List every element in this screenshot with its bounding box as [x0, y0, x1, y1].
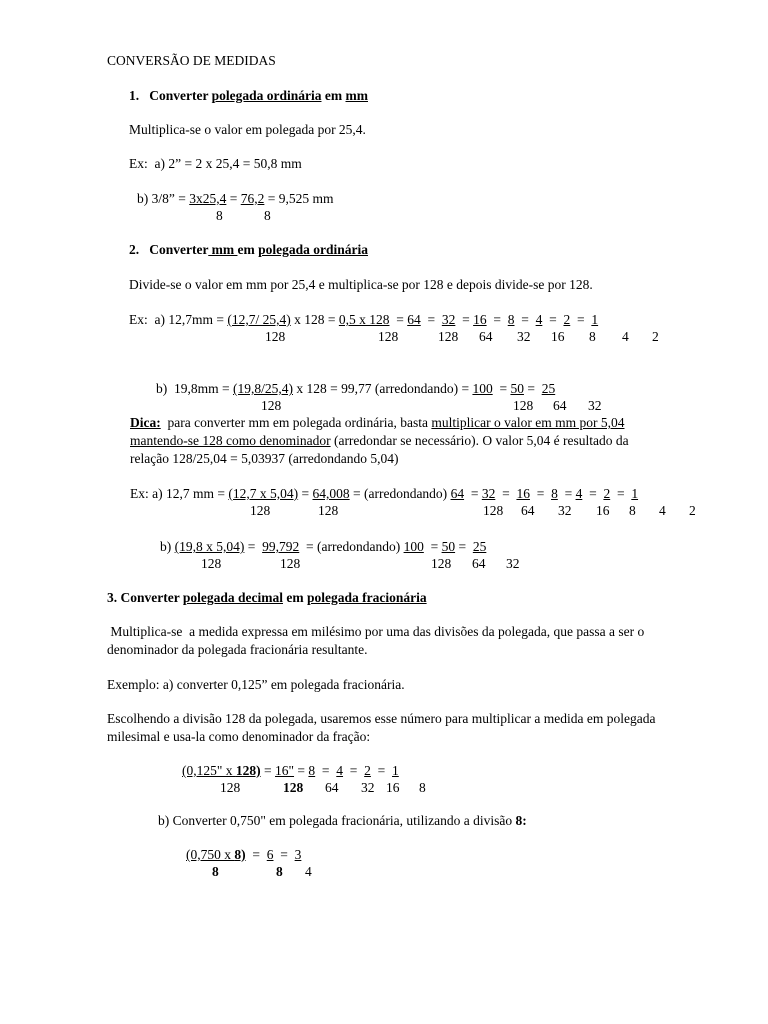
denominator: 8	[216, 208, 223, 223]
denominator: 128	[261, 398, 282, 413]
denominator: 32	[506, 556, 520, 571]
section-2-paragraph: Divide-se o valor em mm por 25,4 e multiplica-se por 128 e depois divide-se por 128.	[129, 277, 593, 292]
numerator: 32	[441, 312, 456, 327]
numerator: (12,7/ 25,4)	[227, 312, 291, 327]
heading-part: em	[282, 590, 307, 605]
denominator: 8	[629, 503, 636, 518]
numerator	[182, 763, 261, 778]
denominator: 64	[325, 780, 339, 795]
numerator: 50	[441, 539, 456, 554]
denominator: 8	[589, 329, 596, 344]
numerator: 100	[403, 539, 424, 554]
text: b) 19,8mm =	[156, 381, 233, 396]
denominator: 2	[689, 503, 696, 518]
denominator: 8	[264, 208, 271, 223]
text: (arredondar se necessário). O valor 5,04 é resultado da	[330, 433, 629, 448]
section-2-heading	[129, 242, 368, 258]
numerator: 16	[473, 312, 487, 327]
numerator: 100	[472, 381, 493, 396]
denominator: 32	[558, 503, 572, 518]
denominator: 128	[280, 556, 301, 571]
denominator: 8	[276, 864, 283, 879]
section-3-paragraph-1b: denominador da polegada fracionária resultante.	[107, 642, 368, 657]
text: =	[244, 539, 259, 554]
heading-part: polegada ordinária	[258, 242, 368, 257]
numerator: (19,8 x 5,04)	[174, 539, 245, 554]
numerator: 4	[336, 763, 344, 778]
heading-part: Converter	[149, 88, 212, 103]
text: = 9,525 mm	[264, 191, 334, 206]
section-2-example-a: Ex: a) 12,7mm = (12,7/ 25,4) x 128 = 0,5 x 128 = 64 = 32 = 16 = 8 = 4 = 2 = 1	[129, 312, 599, 327]
denominator: 128	[220, 780, 241, 795]
text: x 128 = 99,77 (arredondando) =	[293, 381, 473, 396]
numerator: 25	[541, 381, 556, 396]
text: b) Converter 0,750" em polegada fracionária, utilizando a divisão	[158, 813, 516, 828]
numerator: 3	[294, 847, 302, 862]
text: b) 3/8” =	[137, 191, 190, 206]
section-1-example-a: Ex: a) 2” = 2 x 25,4 = 50,8 mm	[129, 156, 302, 171]
text: 8:	[515, 813, 527, 828]
numerator: 16	[516, 486, 530, 501]
numerator: 2	[364, 763, 371, 778]
denominator: 128	[513, 398, 534, 413]
text: =	[226, 191, 241, 206]
denominator: 32	[361, 780, 375, 795]
numerator: 76,2	[240, 191, 265, 206]
text: multiplicar o valor em mm por 5,04	[431, 415, 625, 430]
numerator	[186, 847, 246, 862]
denominator: 8	[419, 780, 426, 795]
denominator: 128	[483, 503, 504, 518]
denominator: 128	[283, 780, 304, 795]
numerator: 3x25,4	[189, 191, 227, 206]
denominator: 4	[305, 864, 312, 879]
numerator: 64	[450, 486, 465, 501]
denominator: 4	[659, 503, 666, 518]
text: mantendo-se 128 como denominador	[130, 433, 331, 448]
numerator: 8	[551, 486, 558, 501]
section-1-heading	[129, 88, 368, 104]
heading-part: polegada ordinária	[211, 88, 322, 103]
section-3-paragraph-2: Exemplo: a) converter 0,125” em polegada fracionária.	[107, 677, 405, 692]
denominator: 128	[201, 556, 222, 571]
section-3-example-b	[158, 813, 527, 829]
section-number: 2.	[129, 242, 140, 257]
numerator: 1	[591, 312, 599, 327]
heading-part: mm	[345, 88, 368, 103]
denominator: 4	[622, 329, 629, 344]
denominator: 128	[438, 329, 459, 344]
denominator: 8	[212, 864, 219, 879]
numerator: 4	[535, 312, 543, 327]
text: = (arredondando)	[349, 486, 451, 501]
heading-part: Converter	[149, 242, 209, 257]
section-3-example-b-formula: (0,750 x 8) = 6 = 3	[186, 847, 302, 862]
denominator: 16	[386, 780, 400, 795]
numerator: 32	[481, 486, 496, 501]
numerator: 64,008	[312, 486, 350, 501]
numerator: (19,8/25,4)	[233, 381, 293, 396]
heading-part: em	[237, 242, 259, 257]
denominator: 2	[652, 329, 659, 344]
denominator: 128	[378, 329, 399, 344]
section-3-paragraph-3a: Escolhendo a divisão 128 da polegada, usaremos esse número para multiplicar a medida em polegada	[107, 711, 656, 726]
section-3-example-a: (0,125" x 128) = 16" = 8 = 4 = 2 = 1	[182, 763, 399, 778]
numerator: (12,7 x 5,04)	[228, 486, 299, 501]
section-3-paragraph-1a: Multiplica-se a medida expressa em milésimo por uma das divisões da polegada, que passa a ser o	[107, 624, 645, 639]
heading-part: mm	[208, 242, 238, 257]
denominator: 32	[588, 398, 602, 413]
numerator: 50	[510, 381, 524, 396]
section-2-example-c: Ex: a) 12,7 mm = (12,7 x 5,04) = 64,008 = (arredondando) 64 = 32 = 16 = 8 = 4 = 2 = 1	[130, 486, 639, 501]
numerator: 1	[392, 763, 399, 778]
tip-line-2	[130, 433, 629, 449]
numerator: 25	[472, 539, 487, 554]
denominator: 16	[551, 329, 565, 344]
numerator: 4	[575, 486, 583, 501]
text: =	[298, 486, 313, 501]
numerator: 6	[266, 847, 274, 862]
numerator: 64	[407, 312, 421, 327]
tip-line-3: relação 128/25,04 = 5,03937 (arredondando 5,04)	[130, 451, 399, 466]
tip-line-1	[130, 415, 624, 431]
text: (0,125" x	[182, 763, 236, 778]
numerator: 8	[507, 312, 515, 327]
numerator: 8	[308, 763, 316, 778]
numerator: 2	[563, 312, 571, 327]
heading-part: polegada fracionária	[306, 590, 427, 605]
numerator: 99,792	[262, 539, 300, 554]
tip-label: Dica:	[130, 415, 161, 430]
denominator: 64	[472, 556, 486, 571]
text: Ex: a) 12,7mm =	[129, 312, 228, 327]
text: =	[260, 763, 276, 778]
numerator: 0,5 x 128	[338, 312, 390, 327]
numerator: 2	[603, 486, 611, 501]
text: b)	[160, 539, 175, 554]
numerator: 1	[631, 486, 639, 501]
text: para converter mm em polegada ordinária, basta	[160, 415, 432, 430]
heading-part: em	[321, 88, 346, 103]
section-number: 1.	[129, 88, 140, 103]
text: 128)	[235, 763, 261, 778]
denominator: 64	[521, 503, 535, 518]
denominator: 16	[596, 503, 610, 518]
denominator: 128	[318, 503, 339, 518]
heading-part: 3. Converter	[107, 590, 183, 605]
numerator: 16"	[275, 763, 295, 778]
denominator: 128	[250, 503, 271, 518]
section-2-example-b: b) 19,8mm = (19,8/25,4) x 128 = 99,77 (arredondando) = 100 = 50 = 25	[156, 381, 556, 396]
heading-part: polegada decimal	[182, 590, 283, 605]
denominator: 128	[431, 556, 452, 571]
text: = (arredondando)	[299, 539, 404, 554]
section-3-paragraph-3b: milesimal e usa-la como denominador da fração:	[107, 729, 371, 744]
document-title: CONVERSÃO DE MEDIDAS	[107, 53, 276, 68]
denominator: 32	[517, 329, 531, 344]
text: 8)	[234, 847, 246, 862]
denominator: 128	[265, 329, 286, 344]
denominator: 64	[553, 398, 567, 413]
section-1-paragraph: Multiplica-se o valor em polegada por 25,4.	[129, 122, 366, 137]
text: (0,750 x	[186, 847, 235, 862]
section-3-heading	[107, 590, 427, 606]
text: x 128 =	[290, 312, 339, 327]
section-2-example-d: b) (19,8 x 5,04) = 99,792 = (arredondando) 100 = 50 = 25	[160, 539, 487, 554]
text: Ex: a) 12,7 mm =	[130, 486, 229, 501]
section-1-example-b	[137, 191, 333, 207]
denominator: 64	[479, 329, 493, 344]
